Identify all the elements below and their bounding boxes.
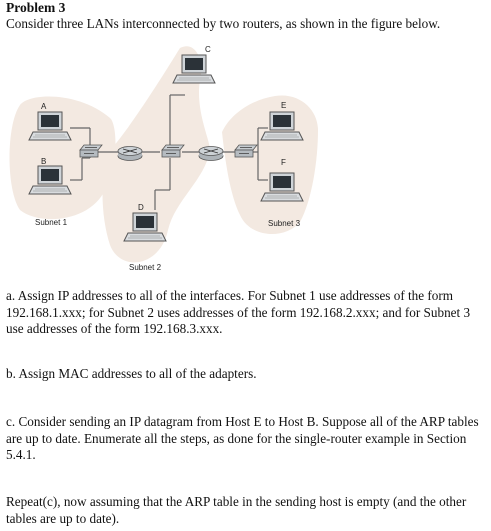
host-c-label: C: [205, 45, 211, 54]
network-diagram: [0, 38, 330, 280]
question-c: c. Consider sending an IP datagram from Host E to Host B. Suppose all of the ARP tables are up to date. Enumerate all the steps, as done for the single-router example in Section 5.4.1.: [6, 414, 479, 462]
problem-intro: Consider three LANs interconnected by two routers, as shown in the figure below.: [6, 16, 441, 31]
question-b: b. Assign MAC addresses to all of the adapters.: [6, 366, 257, 381]
problem-title: Problem 3: [6, 0, 66, 15]
question-d: Repeat(c), now assuming that the ARP table in the sending host is empty (and the other tables are up to date).: [6, 494, 467, 526]
host-f-label: F: [281, 158, 286, 167]
subnet-1-label: Subnet 1: [35, 218, 68, 227]
router-1: [118, 147, 142, 161]
host-e-label: E: [281, 101, 287, 110]
router-2: [199, 147, 223, 161]
host-d-label: D: [138, 203, 144, 212]
host-b-label: B: [41, 157, 47, 166]
subnet-3-label: Subnet 3: [268, 219, 301, 228]
question-a: a. Assign IP addresses to all of the interfaces. For Subnet 1 use addresses of the form 192.168.1.xxx; for Subnet 2 uses addresses of the form 192.168.2.xxx; and for Subnet 3 use addresses of the form 192.168.3.xxx.: [6, 288, 471, 336]
subnet-2-label: Subnet 2: [129, 263, 162, 272]
host-a-label: A: [41, 102, 47, 111]
